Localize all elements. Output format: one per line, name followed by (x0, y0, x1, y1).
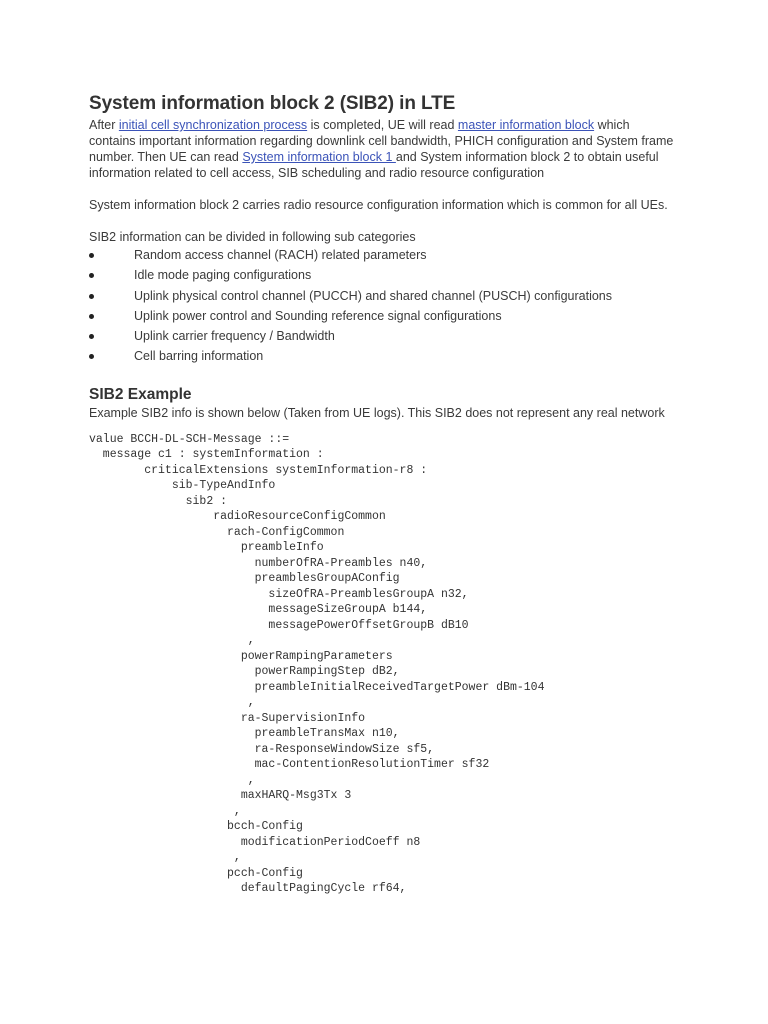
sib2-code-block: value BCCH-DL-SCH-Message ::= message c1 : systemInformation : criticalExtensions systemInformation-r8 : sib-TypeAndInfo sib2 : radioResourceConfigCommon rach-ConfigCommon preambleInfo numberOfRA-Preambles n40, preamblesGroupAConfig sizeOfRA-PreamblesGroupA n32, messageSizeGroupA b144, messagePowerOffsetGroupB dB10 , powerRampingParameters powerRampingStep dB2, preambleInitialReceivedTargetPower dBm-104 , ra-SupervisionInfo preambleTransMax n10, ra-ResponseWindowSize sf5, mac-ContentionResolutionTimer sf32 , maxHARQ-Msg3Tx 3 , bcch-Config modificationPeriodCoeff n8 , pcch-Config defaultPagingCycle rf64, (89, 432, 545, 896)
intro-paragraph (89, 117, 679, 181)
link-initial-cell-sync[interactable]: initial cell synchronization process (118, 118, 308, 132)
bullet-icon (89, 334, 94, 339)
example-description: Example SIB2 info is shown below (Taken from UE logs). This SIB2 does not represent any real network (89, 405, 665, 420)
bullet-icon (89, 354, 94, 359)
list-item: Uplink power control and Sounding reference signal configurations (89, 306, 679, 326)
list-item: Idle mode paging configurations (89, 265, 679, 285)
example-heading: SIB2 Example (89, 385, 192, 403)
list-item: Random access channel (RACH) related parameters (89, 245, 679, 265)
bullet-icon (89, 253, 94, 258)
list-item: Uplink carrier frequency / Bandwidth (89, 326, 679, 346)
link-system-information-block-1[interactable]: System information block 1 (242, 150, 396, 164)
list-item: Uplink physical control channel (PUCCH) and shared channel (PUSCH) configurations (89, 286, 679, 306)
bullet-icon (89, 294, 94, 299)
sub-categories-intro: SIB2 information can be divided in following sub categories (89, 230, 416, 244)
link-master-information-block[interactable]: master information block (457, 118, 595, 132)
intro-text-3: which contains important information regarding downlink cell bandwidth, PHICH configuration and System frame number. Then UE can read (89, 118, 674, 164)
sub-categories-list (89, 245, 679, 367)
bullet-icon (89, 314, 94, 319)
list-item: Cell barring information (89, 346, 679, 366)
intro-text-1: After (89, 118, 119, 132)
intro-text-4: and System information block 2 to obtain useful information related to cell access, SIB scheduling and radio resource configuration (89, 150, 659, 180)
document-page (89, 92, 679, 897)
intro-text-2: is completed, UE will read (307, 118, 458, 132)
sib2-description: System information block 2 carries radio resource configuration information which is common for all UEs. (89, 198, 668, 212)
page-title: System information block 2 (SIB2) in LTE (89, 93, 456, 114)
bullet-icon (89, 273, 94, 278)
